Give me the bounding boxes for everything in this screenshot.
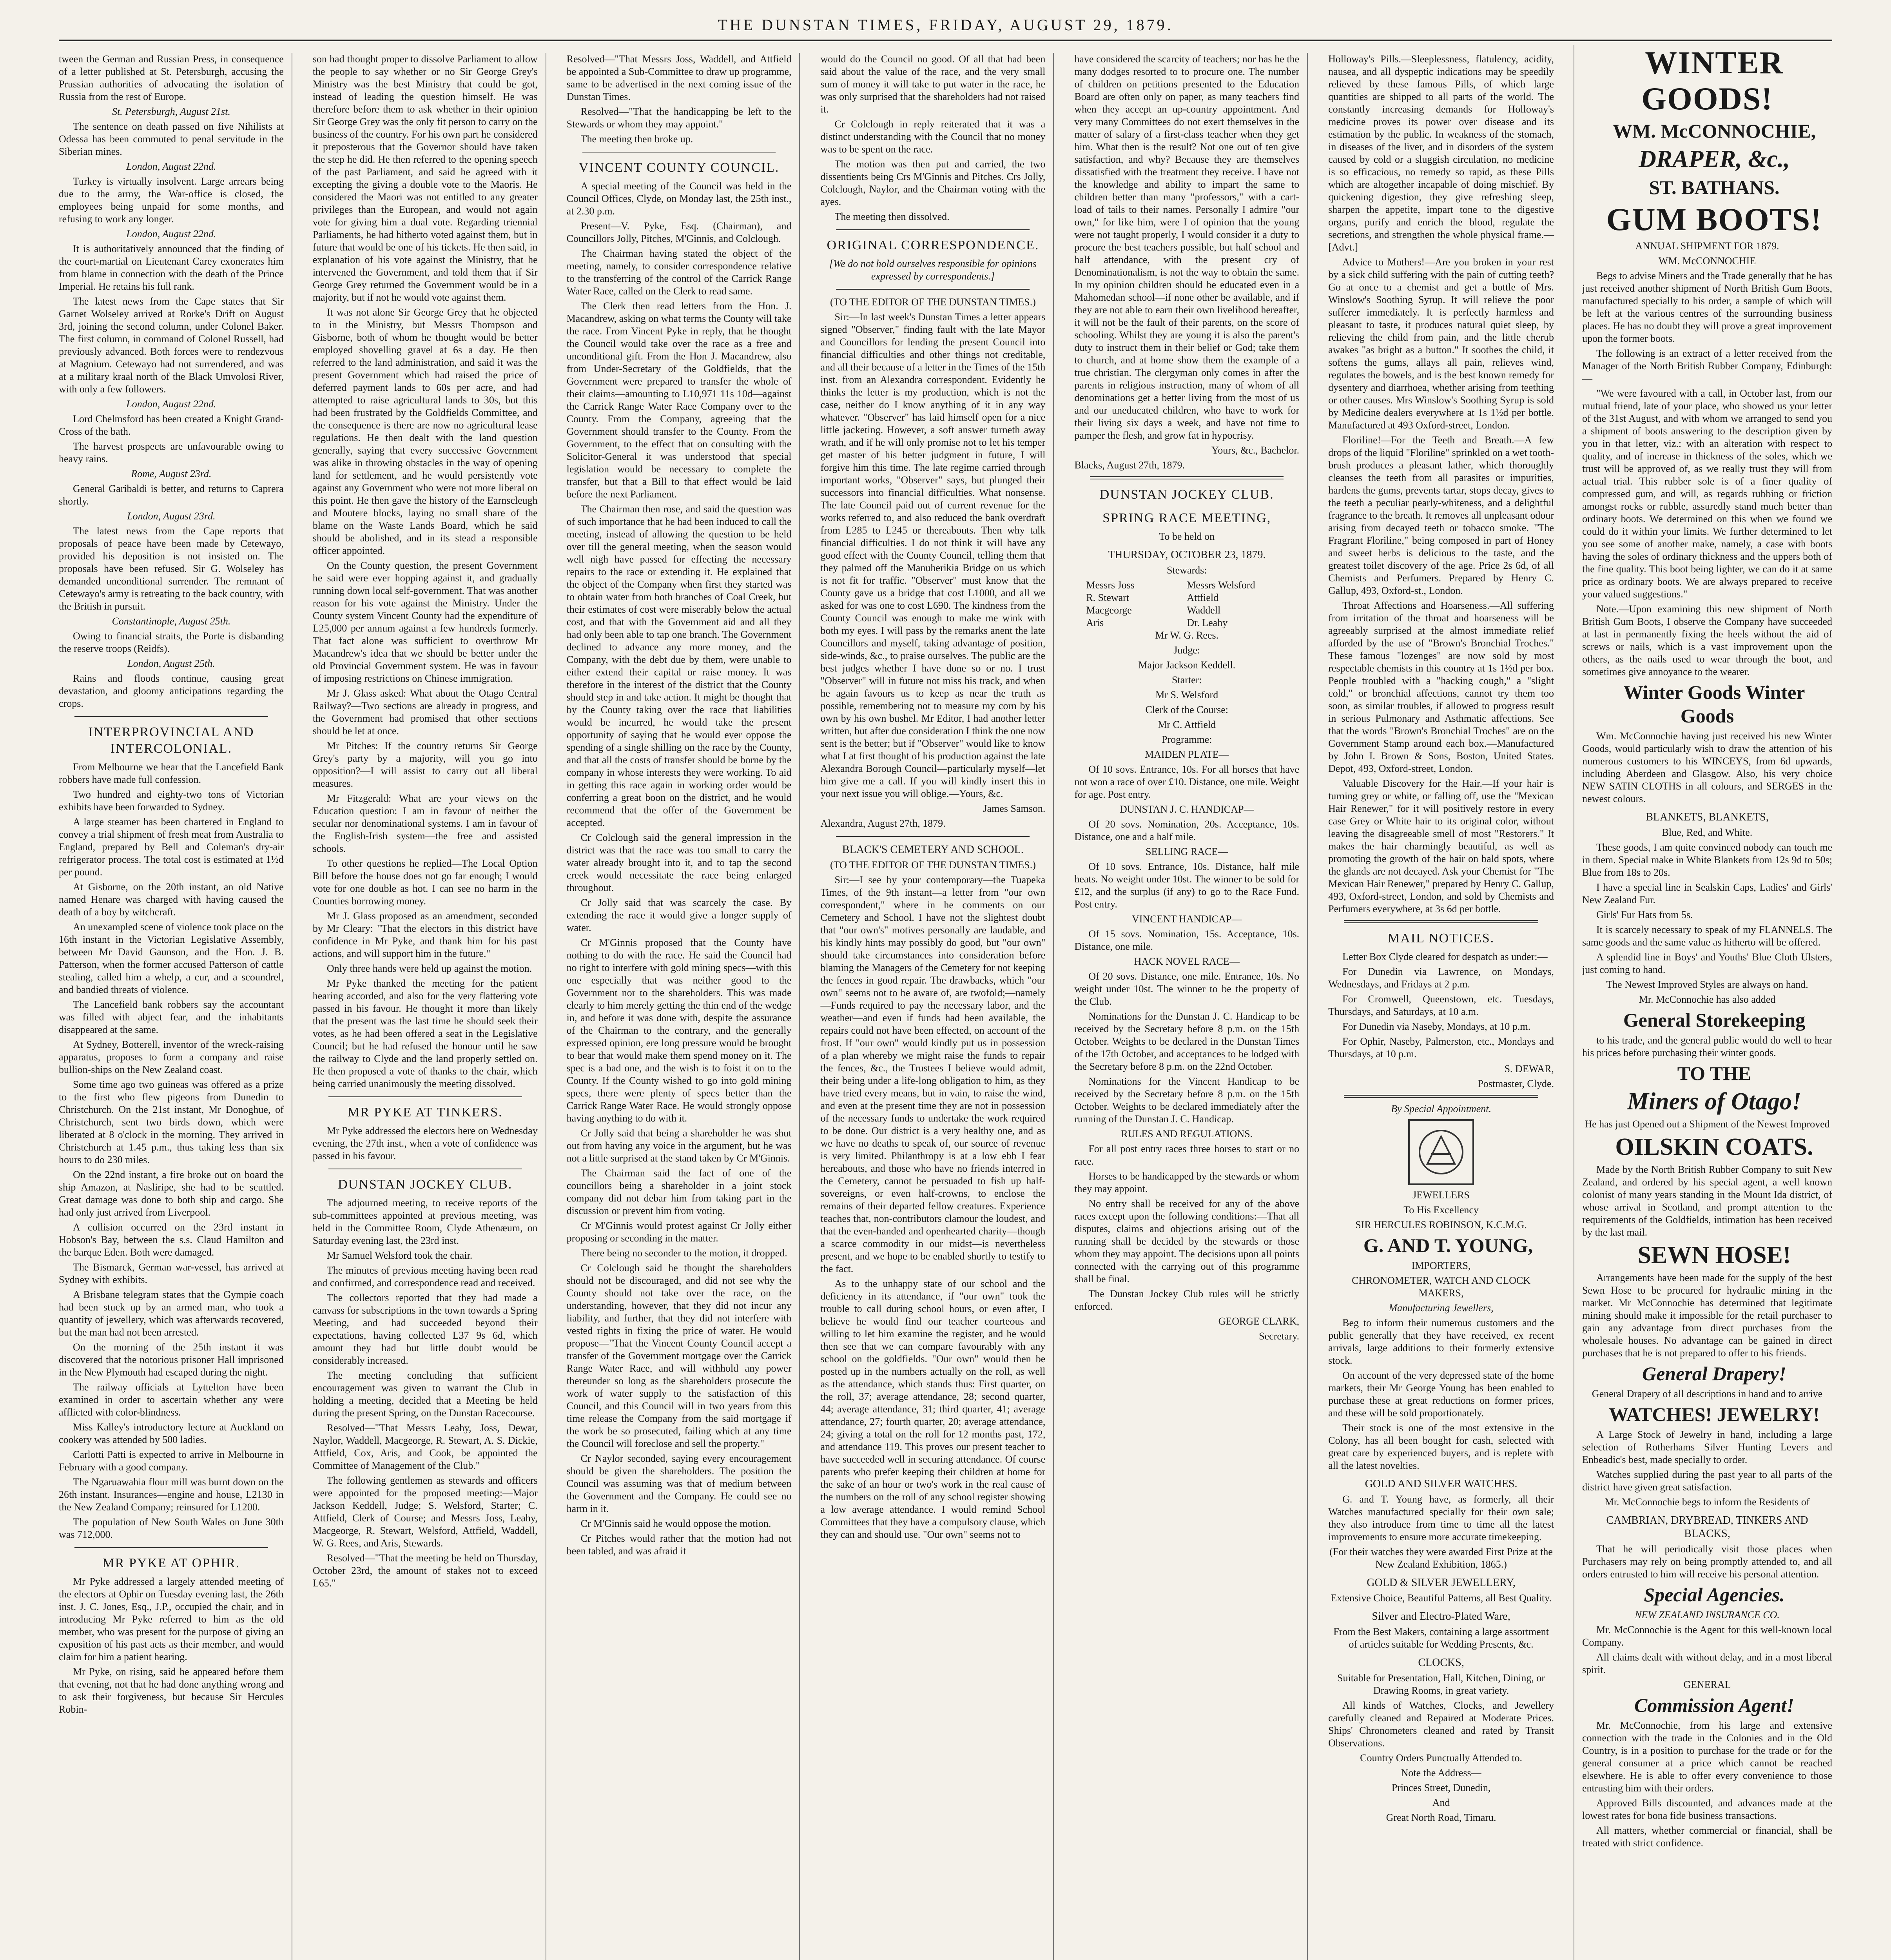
advert-paragraph: "We were favoured with a call, in October last, from our mutual friend, late of your place, who showed us your letter of the 31st August, and with whom we arranged to send you a shipment of boots answering to the description given by you in that letter, viz.: with an alteration with respect to quality, and of increase in thickness of the soles, which we trust will be approved of, as we really trust they will from actual trial. This rubber sole is of a finer quality of compressed gum, and will, as regards rubbing or friction amongst rocks or rubble, assuredly stand much better than ordinary boots. We determined on this when we found we could do it within your limits. We further determined to let you see some of another make, namely, a case with boots having the soles of ordinary thickness and the uppers both of the fine quality. This boot being lighter, we can do it at same price as ordinary boots. We are always prepared to receive your valued suggestions." — [1582, 388, 1832, 600]
article-paragraph: On the morning of the 25th instant it was discovered that the notorious prisoner Hall imprisoned in the New Plymouth had escaped during the night. — [59, 1341, 284, 1378]
article-paragraph: The adjourned meeting, to receive reports of the sub-committees appointed at previous meeting, was held in the Committee Room, Clyde Athenæum, on Saturday evening last, the 23rd inst. — [312, 1197, 538, 1246]
address-line: (TO THE EDITOR OF THE DUNSTAN TIMES.) — [830, 859, 1036, 871]
signature-title: Secretary. — [1259, 1330, 1300, 1342]
ad-subheading: Judge: — [1173, 644, 1200, 656]
article-paragraph: The latest news from the Cape states that Sir Garnet Wolseley arrived at Rorke's Drift on August 3rd, joining the second column, under Colonel Baker. The first column, in command of Colonel Russell, had previously advanced. Both forces were to rendezvous at Magnium. Cetewayo had not surrendered, and was at a military kraal north of the Black Umvolosi River, with only a few followers. — [59, 296, 284, 395]
ad-line: Blue, Red, and White. — [1662, 827, 1753, 838]
notice-paragraph: Letter Box Clyde cleared for despatch as under:— — [1342, 951, 1548, 962]
advert-paragraph: That he will periodically visit those places when Purchasers may rely on being promptly attended to, and all orders entrusted to him will receive his personal attention. — [1582, 1543, 1832, 1580]
ad-line: Princes Street, Dunedin, — [1391, 1782, 1491, 1793]
advert-paragraph: Mr. McConnochie begs to inform the Residents of — [1605, 1496, 1810, 1508]
article-paragraph: Mr J. Glass proposed as an amendment, seconded by Mr Cleary: "That the electors in this district have confidence in Mr Pyke, and thank him for his past actions, and will support him in the future." — [312, 910, 538, 959]
ad-date: THURSDAY, OCTOBER 23, 1879. — [1108, 549, 1266, 561]
article-paragraph: Cr M'Ginnis proposed that the County have nothing to do with the race. He said the Council had no right to interfere with gold mining specs—with this one especially that was neither good to the Government nor to the shareholders. This was made clearly to him merely getting the thin end of the wedge in, and before it was done with, despite the assurance of the Chairman to the contrary, and the generally expressed opinion, ere long pressure would be brought to bear that would make them spend money on it. The spec is a bad one, and the wish is to foist it on to the County. If the County wished to go into gold mining specs, there were plenty of specs better than the Carrick Range Water Race. He would strongly oppose having anything to do with it. — [566, 937, 792, 1124]
article-paragraph: The Chairman then rose, and said the question was of such importance that he had been induced to call the meeting, instead of allowing the question to be held over till the general meeting, when the season would well nigh have passed for effecting the necessary repairs to the race or extending it. He explained that the object of the Company when first they started was to obtain water from both branches of Coal Creek, but their estimates of cost were miserably below the actual cost, and that with the Government aid and all they had only been able to tap one branch. The Government declined to advance any more money, and the Company, with the debt due by them, were unable to either extend their capital or raise money. It was therefore in the interest of the district that the County should step in and take action. It might be thought that by the County taking over the race that liabilities would be incurred, he would take the present opportunity of saying that he would ever oppose the spending of a single shilling on the race by the County, and that all the costs of transfer should be borne by the company in whose interests they were working. To aid in getting this race again in working order would be conferring a great boon on the district, and he would recommend that the offer of the Government be accepted. — [566, 503, 792, 828]
section-heading: DUNSTAN JOCKEY CLUB. — [1099, 487, 1274, 502]
ad-subheading: GOLD AND SILVER WATCHES. — [1365, 1478, 1518, 1490]
steward-name: Aris — [1086, 617, 1104, 628]
advert-paragraph: Wm. McConnochie having just received his new Winter Goods, would particularly wish to draw the attention of his numerous customers to his WINCEYS, from 6d upwards, including Aberdeen and Glasgow. Also, his very choice NEW SATIN CLOTHS in all colours, and SERGES in the newest colours. — [1582, 730, 1832, 804]
article-paragraph: Two hundred and eighty-two tons of Victorian exhibits have been forwarded to Sydney. — [59, 789, 284, 813]
advert-paragraph: Arrangements have been made for the supply of the best Sewn Hose to be procured for hydraulic mining in the market. Mr McConnochie has determined that legitimate mining should make it impossible for the retail purchaser to gain any advantage from direct purchases from the wholesale houses. No advantage can be gained in direct purchases that he is not prepared to offer to his friends. — [1582, 1272, 1832, 1359]
article-paragraph: Owing to financial straits, the Porte is disbanding the reserve troops (Reidfs). — [59, 630, 284, 654]
article-paragraph: Some time ago two guineas was offered as a prize to the first who flew pigeons from Dunedin to Christchurch. On the 21st instant, Mr Donoghue, of Christchurch, sent two birds down, which were liberated at 8 o'clock in the morning. They arrived in Christchurch at 1.45 p.m., thus taking less than six hours to do 230 miles. — [59, 1079, 284, 1165]
ad-heading: TO THE — [1677, 1062, 1751, 1084]
advert-paragraph: From the Best Makers, containing a large assortment of articles suitable for Wedding Presents, &c. — [1333, 1626, 1549, 1650]
ad-heading: Winter Goods Winter Goods — [1623, 681, 1805, 727]
dateline: London, August 25th. — [127, 658, 215, 669]
article-paragraph: Cr M'Ginnis said he would oppose the motion. — [580, 1518, 771, 1529]
divider — [328, 1096, 522, 1097]
article-paragraph: Cr Naylor seconded, saying every encouragement should be given the shareholders. The position the Council was assuming was that of medium between the Government and the Company. He could see no harm in it. — [566, 1453, 792, 1514]
letter-paragraph: As to the unhappy state of our school and the deficiency in its attendance, if "our own" took the trouble to call during school hours, or even after, I believe he would find our teacher courteous and willing to let him examine the register, and he would then see that we can compare favourably with any school on the goldfields. "Our own" would then be posted up in the numbers actually on the roll, as well as the attendance, which stands thus: First quarter, on the roll, 37; average attendance, 28; second quarter, 44; average attendance, 31; third quarter, 41; average attendance, 27; fourth quarter, 20; average attendance, 24; giving a total on the roll for 12 months past, 172, and attendance 119. This proves our present teacher to have succeeded well in securing attendance. Of course parents who prefer keeping their children at home for the sake of an hour or two's work in the real cause of the numbers on the roll of any school register showing a low average attendance. I would remind School Committees that they have a compulsory clause, which they can and should use. "Our own" seems not to — [820, 1278, 1046, 1540]
ad-line: IMPORTERS, — [1411, 1260, 1471, 1271]
article-paragraph: The meeting then broke up. — [580, 133, 693, 145]
race-title: MAIDEN PLATE— — [1144, 749, 1229, 760]
ad-heading: GUM BOOTS! — [1606, 201, 1822, 237]
steward-name: Attfield — [1187, 592, 1219, 603]
dateline: London, August 22nd. — [126, 161, 216, 172]
ad-paragraph: Nominations for the Dunstan J. C. Handicap to be received by the Secretary before 8 p.m. on the 15th October. Weights to be declared in the Dunstan Times of the 17th October, and acceptances to be lodged with the Secretary before 8 p.m. on the 22nd October. — [1074, 1011, 1300, 1072]
ad-line: WM. McCONNOCHIE — [1658, 255, 1756, 267]
column-5 — [1074, 53, 1308, 1960]
article-paragraph: Resolved—"That Messrs Joss, Waddell, and Attfield be appointed a Sub-Committee to draw up programme, same to be advertised in the next coming issue of the Dunstan Times. — [566, 53, 792, 102]
article-paragraph: The motion was then put and carried, the two dissentients being Crs M'Ginnis and Pitches. Crs Jolly, Colclough, Naylor, and the Chairman voting with the ayes. — [820, 158, 1046, 207]
article-paragraph: A collision occurred on the 23rd instant in Hobson's Bay, between the s.s. Claud Hamilton and the barque Eden. Both were damaged. — [59, 1221, 284, 1258]
article-paragraph: The collectors reported that they had made a canvass for subscriptions in the town towards a Spring Meeting, and had succeeded beyond their expectations, having collected L37 9s 6d, which amount they had but little doubt would be considerably increased. — [312, 1292, 538, 1366]
article-paragraph: It is authoritatively announced that the finding of the court-martial on Lieutenant Carey exonerates him from blame in connection with the death of the Prince Imperial. He retains his full rank. — [59, 243, 284, 292]
ad-line: GENERAL — [1683, 1679, 1731, 1690]
letter-dateline: Alexandra, August 27th, 1879. — [820, 818, 946, 829]
section-heading: MR PYKE AT TINKERS. — [347, 1105, 503, 1120]
ad-subheading: CLOCKS, — [1418, 1657, 1464, 1669]
steward-name: Waddell — [1187, 604, 1221, 616]
article-paragraph: Mr Pyke addressed a largely attended meeting of the electors at Ophir on Tuesday evening last, the 26th inst. J. C. Jones, Esq., J.P., occupied the chair, and in introducing Mr Pyke referred to him as the old member, who was present for the purpose of giving an exposition of his past acts as their member, and would claim for him a patient hearing. — [59, 1576, 284, 1662]
article-paragraph: The latest news from the Cape reports that proposals of peace have been made by Cetewayo, provided his deposition is not insisted on. The proposals have been refused. Sir G. Wolseley has demanded unconditional surrender. The remnant of Cetewayo's army is retreating to the back country, with the British in pursuit. — [59, 525, 284, 612]
ad-heading: G. AND T. YOUNG, — [1363, 1234, 1533, 1256]
signature-title: Postmaster, Clyde. — [1478, 1078, 1554, 1089]
ad-line: Great North Road, Timaru. — [1386, 1812, 1496, 1823]
ad-heading: WATCHES! JEWELRY! — [1609, 1403, 1820, 1425]
article-paragraph: Cr Pitches would rather that the motion had not been tabled, and was afraid it — [566, 1533, 792, 1557]
advert-paragraph: Throat Affections and Hoarseness.—All suffering from irritation of the throat and hoarseness will be agreeably surprised at the almost immediate relief afforded by the use of "Brown's Bronchial Troches." These famous "lozenges" are now sold by most respectable chemists in this country at 1s 1½d per box. People troubled with a "hacking cough," a "slight cold," or bronchial affections, cannot try them too soon, as similar troubles, if allowed to progress result in serious Pulmonary and Asthmatic affections. See that the words "Brown's Bronchial Troches" are on the Government Stamp around each box.—Manufactured by John I. Brown & Sons, Boston, United States. Depot, 493, Oxford-street, London. — [1328, 600, 1554, 774]
ad-line: Note the Address— — [1401, 1767, 1481, 1779]
article-paragraph: Mr Samuel Welsford took the chair. — [326, 1250, 473, 1261]
ad-heading: SPRING RACE MEETING, — [1102, 511, 1271, 525]
ad-heading: Miners of Otago! — [1627, 1088, 1802, 1115]
article-paragraph: To other questions he replied—The Local Option Bill before the house does not go far enough; I would vote for one double as hot. I can see no harm in the Counties borrowing money. — [312, 858, 538, 907]
ad-subheading: BLANKETS, BLANKETS, — [1646, 811, 1769, 823]
letter-paragraph: have considered the scarcity of teachers; nor has he the many dodges resorted to to procure one. The number of children on petitions presented to the Education Board are often only on paper, as many teachers find when they accept an up-country appointment. And very many Committees do not exert themselves in the matter of salary of a first-class teacher when they get him. What then is the result? Not one out of ten give satisfaction, and why? Because they are themselves dissatisfied with the treatment they receive. I have not the knowledge and ability to impart the same to children better than many "professors," with a cart-load of tails to their names. Personally I admire "our own," for like him, were I of opinion that the young were not taught properly, I would consider it a duty to procure the best teachers possible, but half school and half attendance, with the present cry of Denominationalism, is not the way to obtain the same. In my opinion children should be educated even in a Mahomedan school—if none other be available, and if they are not able to earn their own livelihood hereafter, it will not be the fault of their parents, on the score of schooling. Whilst they are young it is also the parent's duty to instruct them in their belief or God; take them to church, and at home show them the example of a true christian. The clergyman only comes in after the parents in religious instruction, many of whom of all denominations get a better living from the most of us and our uneducated children, who have to work for their living six days a week, and have not time to pamper the flesh, and grow fat in hypocrisy. — [1074, 53, 1300, 441]
dateline: London, August 22nd. — [126, 228, 216, 240]
ad-subheading: RULES AND REGULATIONS. — [1121, 1128, 1253, 1140]
advert-paragraph: Valuable Discovery for the Hair.—If your hair is turning grey or white, or falling off, use the "Mexican Hair Renewer," for it will positively restore in every case Grey or White hair to its original color, without leaving the disagreeable smell of most "Restorers." It makes the hair charmingly beautiful, as well as promoting the growth of the hair on bald spots, where the glands are not decayed. Ask your Chemist for "The Mexican Hair Renewer," prepared by Henry C. Gallup, 493, Oxford-street, London, and sold by Chemists and Perfumers everywhere, at 3s 6d per bottle. — [1328, 778, 1554, 915]
advert-paragraph: He has just Opened out a Shipment of the Newest Improved — [1585, 1118, 1830, 1130]
steward-name: Messrs Welsford — [1187, 579, 1255, 591]
article-paragraph: tween the German and Russian Press, in consequence of a letter published at St. Petersburgh, accusing the Prussian authorities of advocating the isolation of Russia from the rest of Europe. — [59, 53, 284, 102]
advert-paragraph: Extensive Choice, Beautiful Patterns, all Best Quality. — [1331, 1592, 1552, 1604]
dateline: London, August 23rd. — [127, 510, 216, 522]
section-heading: INTERPROVINCIAL AND INTERCOLONIAL. — [88, 725, 254, 756]
section-heading: ORIGINAL CORRESPONDENCE. — [827, 238, 1039, 252]
notice-paragraph: For Ophir, Naseby, Palmerston, etc., Mondays and Thursdays, at 10 p.m. — [1328, 1036, 1554, 1060]
advert-paragraph: Approved Bills discounted, and advances made at the lowest rates for bona fide business transactions. — [1582, 1797, 1832, 1821]
article-paragraph: The Clerk then read letters from the Hon. J. Macandrew, asking on what terms the County will take the race. From Vincent Pyke in reply, that he thought the Council would take over the race as a free and unconditional gift. From the Hon J. Macandrew, also from Under-Secretary of the Goldfields, that the Government were prepared to transfer the whole of their claims—amounting to L10,971 11s 10d—against the Carrick Range Water Race Company over to the County. From the Company, agreeing that the Government should transfer to the County. From the Government, to the effect that on consulting with the Solicitor-General it was understood that special legislation would be necessary to complete the transfer, but that a Bill to that effect would be laid before the next Parliament. — [566, 300, 792, 500]
column-1 — [59, 53, 292, 1960]
ad-subheading: Stewards: — [1166, 564, 1207, 576]
advert-paragraph: Floriline!—For the Teeth and Breath.—A few drops of the liquid "Floriline" sprinkled on a wet tooth-brush produces a pleasant lather, which thoroughly cleanses the teeth from all parasites or impurities, hardens the gums, prevents tartar, stops decay, gives to the teeth a peculiar pearly-whiteness, and a delightful fragrance to the breath. It removes all unpleasant odour arising from decayed teeth or tobacco smoke. "The Fragrant Floriline," being composed in part of Honey and sweet herbs is delicious to the taste, and the greatest toilet discovery of the age. Price 2s 6d, of all Chemists and Perfumers. Prepared by Henry C. Gallup, 493, Oxford-st., London. — [1328, 434, 1554, 596]
advert-paragraph: Beg to inform their numerous customers and the public generally that they have received, ex recent arrivals, large additions to their formerly extensive stock. — [1328, 1317, 1554, 1366]
dateline: Rome, August 23rd. — [131, 468, 212, 479]
article-paragraph: Present—V. Pyke, Esq. (Chairman), and Councillors Jolly, Pitches, M'Ginnis, and Colclough. — [566, 220, 792, 244]
article-paragraph: Resolved—"That the meeting be held on Thursday, October 23rd, the amount of stakes not to exceed L65." — [312, 1552, 538, 1589]
ad-line: NEW ZEALAND INSURANCE CO. — [1635, 1609, 1780, 1621]
advert-paragraph: Mr. McConnochie has also added — [1639, 994, 1776, 1005]
article-paragraph: Mr Pitches: If the country returns Sir George Grey's party by a majority, will you go into opposition?—I will assist to carry out all liberal measures. — [312, 740, 538, 789]
article-paragraph: A large steamer has been chartered in England to convey a trial shipment of fresh meat from Australia to England, prepared by Bell and Coleman's dry-air refrigerator process. The total cost is estimated at 1½d per pound. — [59, 816, 284, 878]
divider — [836, 836, 1030, 837]
letter-paragraph: Sir:—In last week's Dunstan Times a letter appears signed "Observer," finding fault with the late Mayor and Councillors for lending the present Council into financial difficulties and other things not creditable, and all their because of a letter in the Times of the 15th inst. from an Alexandra correspondent. Evidently he thinks the letter is my production, which is not the case, neither do I know anything of it in any way whatever. "Observer" has laid himself open for a nice little jacketing. However, a soft answer turneth away wrath, and if he will only promise not to let his temper get master of his better judgment in future, I will forgive him this time. The late regime carried through important works, "Observer" says, but plunged their successors into financial difficulties. What nonsense. The late Council paid out of current revenue for the works referred to, and also reduced the bank overdraft from L285 to L245 or thereabouts. Then why talk financial difficulties. I do not think it will have any good effect with the County Council, telling them that they palmed off the Manuherikia Bridge on us which is not fit for traffic. "Observer" must know that the County gave us a bridge that cost L1000, and all we asked for was one to cost L690. The kindness from the County Council was enough to make me wink with both my eyes. I will pass by the remarks anent the late Councillors and myself, taking advantage of position, side-winds, &c., to praise ourselves. The public are the best judges whether I have done so or no. I trust "Observer" will in future not miss his track, and when he again favours us to keep as near the truth as possible, remembering not to measure my corn by his own by his own bushel. Mr Editor, I had another letter written, but after due consideration I think the one now sent is the better; but if "Observer" would like to know what I at first thought of his production against the late Alexandra Borough Council—particularly myself—let him give me a call. If you will kindly insert this in your next issue you will oblige.—Yours, &c. — [820, 311, 1046, 799]
ad-heading: General Storekeeping — [1623, 1009, 1806, 1031]
column-6 — [1328, 53, 1562, 1960]
notice-paragraph: For Dunedin via Naseby, Mondays, at 10 p.m. — [1342, 1021, 1531, 1032]
steward-name: Macgeorge — [1086, 604, 1132, 616]
ad-subheading: Silver and Electro-Plated Ware, — [1372, 1610, 1510, 1622]
ad-subheading: GOLD & SILVER JEWELLERY, — [1367, 1577, 1516, 1589]
column-2 — [313, 53, 546, 1960]
ad-heading: WINTER GOODS! — [1641, 45, 1784, 116]
divider — [1344, 920, 1538, 923]
ad-heading: WM. McCONNOCHIE, — [1613, 120, 1816, 142]
advert-paragraph: A splendid line in Boys' and Youths' Blue Cloth Ulsters, just coming to hand. — [1582, 951, 1832, 975]
article-paragraph: Cr Colclough said the general impression in the district was that the race was too small to carry the water already brought into it, and to tap the second creek would necessitate the race being enlarged throughout. — [566, 832, 792, 893]
article-paragraph: A special meeting of the Council was held in the Council Offices, Clyde, on Monday last, the 25th inst., at 2.30 p.m. — [566, 180, 792, 217]
divider — [74, 716, 268, 717]
article-paragraph: The meeting then dissolved. — [834, 211, 950, 222]
article-paragraph: A Brisbane telegram states that the Gympie coach had been stuck up by an armed man, who took a quantity of jewellery, which was afterwards recovered, but the man had not been arrested. — [59, 1289, 284, 1338]
article-paragraph: On the 22nd instant, a fire broke out on board the ship Amazon, at Nasliripe, she had to be scuttled. Great damage was done to both ship and cargo. She had only just arrived from Liverpool. — [59, 1169, 284, 1218]
advert-paragraph: The Newest Improved Styles are always on hand. — [1606, 979, 1808, 990]
article-paragraph: An unexampled scene of violence took place on the 16th instant in the Victorian Legislative Assembly, between Mr David Gaunson, and the Hon. J. B. Patterson, when the former accused Patterson of cattle stealing, called him a whelp, a cur, and a scoundrel, and bandied threats of violence. — [59, 921, 284, 995]
column-4 — [820, 53, 1054, 1960]
ad-paragraph: Nominations for the Vincent Handicap to be received by the Secretary before 8 p.m. on the 15th October. Weights to be declared immediately after the running of the Dunstan J. C. Handicap. — [1074, 1076, 1300, 1125]
ad-heading: Commission Agent! — [1634, 1694, 1794, 1716]
signature: S. DEWAR, — [1504, 1063, 1554, 1074]
article-paragraph: Miss Kalley's introductory lecture at Auckland on cookery was attended by 500 ladies. — [59, 1421, 284, 1445]
advert-paragraph: On account of the very depressed state of the home markets, their Mr George Young has been enabled to purchase these at great reductions on former prices, and these will be sold proportionately. — [1328, 1370, 1554, 1419]
article-paragraph: The Lancefield bank robbers say the accountant was filled with abject fear, and the inhabitants disappeared at the same. — [59, 999, 284, 1035]
letter-paragraph: Sir:—I see by your contemporary—the Tuapeka Times, of the 9th instant—a letter from "our own correspondent," where in he comments on our Cemetery and School. I have not the slightest doubt that "our own's" motives personally are laudable, and his kindly hints may possibly do good, but "our own" should take circumstances into consideration before blaming the Managers of the Cemetery for not keeping the fences in good repair. The drawbacks, which "our own" seems not to be aware of, are twofold;—namely—Funds required to pay the necessary labor, and the weather—and even if funds had been available, the repairs could not have been effected, on account of the frost. If "our own" would kindly put us in possession of a plan whereby we might raise the funds to repair the fences, &c., the Trustees I believe would admit, their being under a life-long obligation to him, as they have tried every means, but in vain, to raise the wind, and even at the present time they are not in possession of the necessary funds to undertake the work required to be done. Our district is a very healthy one, and as we have no deaths to speak of, our source of revenue is very limited. Philanthropy is at a low ebb I fear hereabouts, and those who have no friends interred in the Cemetery, cannot be persuaded to fish up half-sovereigns, or even half-crowns, to enclose the remains of their departed fellow creatures. Experience teaches that, non-contributors clamour the loudest, and that the even-handed and openhearted charity—though a scarce commodity in our midst—is nevertheless present, and we hope to be enabled shortly to testify to the fact. — [820, 874, 1046, 1274]
article-paragraph: At Sydney, Botterell, inventor of the wreck-raising apparatus, proposes to form a company and raise bullion-ships on the New Zealand coast. — [59, 1039, 284, 1075]
ad-line: By Special Appointment. — [1391, 1103, 1491, 1114]
ad-line: SIR HERCULES ROBINSON, K.C.M.G. — [1355, 1219, 1527, 1230]
article-paragraph: At Gisborne, on the 20th instant, an old Native named Henare was charged with having caused the death of a boy by witchcraft. — [59, 881, 284, 918]
advert-paragraph: Watches supplied during the past year to all parts of the district have given great satisfaction. — [1582, 1469, 1832, 1493]
article-paragraph: There being no seconder to the motion, it dropped. — [580, 1247, 787, 1259]
advert-paragraph: The following is an extract of a letter received from the Manager of the North British Rubber Company, Edinburgh:— — [1582, 348, 1832, 384]
article-paragraph: The Bismarck, German war-vessel, has arrived at Sydney with exhibits. — [59, 1261, 284, 1285]
race-title: VINCENT HANDICAP— — [1132, 913, 1242, 925]
article-paragraph: Rains and floods continue, causing great devastation, and gloomy anticipations regarding the crops. — [59, 673, 284, 709]
divider — [1344, 1095, 1538, 1098]
column-7 — [1574, 45, 1832, 1960]
advert-paragraph: Mr. McConnochie, from his large and extensive connection with the trade in the Colonies and in the Old Country, is in a position to purchase for the trade or for the general consumer at a price which cannot be reached elsewhere. He is able to offer every convenience to those entrusting him with their orders. — [1582, 1720, 1832, 1794]
ad-heading: ST. BATHANS. — [1649, 176, 1780, 198]
crest-icon — [1416, 1127, 1467, 1178]
race-title: SELLING RACE— — [1146, 846, 1228, 857]
article-paragraph: Cr Colclough in reply reiterated that it was a distinct understanding with the Council that no money was to be spent on the race. — [820, 118, 1046, 155]
advert-paragraph: I have a special line in Sealskin Caps, Ladies' and Girls' New Zealand Fur. — [1582, 882, 1832, 906]
steward-name: Dr. Leahy — [1187, 617, 1228, 628]
article-paragraph: On the County question, the present Government he said were ever hopping against it, and gradually running down local self-government. That was another reason for his vote against the Ministry. Under the County system Vincent County had the expenditure of L25,000 per annum against a few hundreds formerly. That fact alone was sufficient to overthrow Mr Macandrew's idea that we should be better under the old Provincial Government system. He was in favour of imposing restrictions on Chinese immigration. — [312, 560, 538, 684]
divider — [1090, 476, 1284, 479]
article-paragraph: Cr Jolly said that was scarcely the case. By extending the race it would give a longer supply of water. — [566, 897, 792, 933]
steward-name: R. Stewart — [1086, 592, 1130, 603]
ad-line: Manufacturing Jewellers, — [1389, 1302, 1494, 1314]
article-paragraph: Mr Fitzgerald: What are your views on the Education question: I am in favour of neither the secular nor denominational systems. I am in favour of the English-Irish system—the free and assisted schools. — [312, 793, 538, 854]
divider — [836, 289, 1030, 290]
article-paragraph: Resolved—"That the handicapping be left to the Stewards or whom they may appoint." — [566, 106, 792, 130]
editorial-note: [We do not hold ourselves responsible for opinions expressed by correspondents.] — [829, 258, 1037, 282]
article-paragraph: The Ngaruawahia flour mill was burnt down on the 26th instant. Insurances—engine and house, L2130 in the New Zealand Company; reinsured for L1200. — [59, 1476, 284, 1513]
race-details: Of 20 sovs. Nomination, 20s. Acceptance, 10s. Distance, one and a half mile. — [1074, 818, 1300, 842]
steward-name: Mr W. G. Rees. — [1155, 630, 1219, 641]
article-paragraph: From Melbourne we hear that the Lancefield Bank robbers have made full confession. — [59, 761, 284, 785]
signature: James Samson. — [983, 803, 1046, 814]
article-paragraph: Cr M'Ginnis would protest against Cr Jolly either proposing or seconding in the matter. — [566, 1220, 792, 1244]
stewards-list — [1074, 579, 1299, 629]
race-details: Of 15 sovs. Nomination, 15s. Acceptance, 10s. Distance, one mile. — [1074, 928, 1300, 952]
advert-paragraph: All matters, whether commercial or financial, shall be treated with strict confidence. — [1582, 1825, 1832, 1849]
ad-heading: OILSKIN COATS. — [1615, 1134, 1813, 1160]
article-paragraph: The Chairman having stated the object of the meeting, namely, to consider correspondence relative to the transferring of the control of the Carrick Range Water Race, called on the Clerk to read same. — [566, 248, 792, 297]
article-paragraph: Lord Chelmsford has been created a Knight Grand-Cross of the bath. — [59, 413, 284, 437]
article-paragraph: The meeting concluding that sufficient encouragement was given to warrant the Club in holding a meeting, decided that a Meeting be held during the present Spring, on the Dunstan Racecourse. — [312, 1370, 538, 1419]
letter-heading: BLACK'S CEMETERY AND SCHOOL. — [842, 844, 1024, 856]
column-3 — [567, 53, 800, 1960]
ad-line: To be held on — [1159, 531, 1215, 542]
advert-paragraph: Advice to Mothers!—Are you broken in your rest by a sick child suffering with the pain of cutting teeth? Go at once to a chemist and get a bottle of Mrs. Winslow's Soothing Syrup. It will relieve the poor sufferer immediately. It is perfectly harmless and pleasant to taste, it produces natural quiet sleep, by relieving the child from pain, and the little cherub awakes "as bright as a button." It soothes the child, it softens the gums, allays all pain, relieves wind, regulates the bowels, and is the best known remedy for dysentery and diarrhoea, whether arising from teething or other causes. Mrs Winslow's Soothing Syrup is sold by Medicine dealers everywhere at 1s 1½d per bottle. Manufactured at 493 Oxford-street, London. — [1328, 256, 1554, 431]
signature: Yours, &c., Bachelor. — [1211, 445, 1300, 456]
ad-paragraph: Horses to be handicapped by the stewards or whom they may appoint. — [1074, 1171, 1300, 1194]
advert-paragraph: All kinds of Watches, Clocks, and Jewellery carefully cleaned and Repaired at Moderate Prices. Ships' Chronometers cleaned and rated by Transit Observations. — [1328, 1700, 1554, 1749]
article-paragraph: Cr Jolly said that being a shareholder he was shut out from having any voice in the argument, but he was not a little surprised at the stand taken by Cr M'Ginnis. — [566, 1127, 792, 1164]
race-details: Of 20 sovs. Distance, one mile. Entrance, 10s. No weight under 10st. The winner to be the property of the Club. — [1074, 971, 1300, 1007]
race-details: Of 10 sovs. Entrance, 10s. Distance, half mile heats. No weight under 10st. The winner to be sold for £12, and the surplus (if any) to go to the Race Fund. Post entry. — [1074, 861, 1300, 910]
ad-heading: DRAPER, &c., — [1639, 146, 1790, 172]
article-paragraph: The harvest prospects are unfavourable owing to heavy rains. — [59, 441, 284, 465]
article-paragraph: The Chairman said the fact of one of the councillors being a shareholder in a joint stock company did not debar him from taking part in the discussion or prevent him from voting. — [566, 1167, 792, 1216]
advert-paragraph: It is scarcely necessary to speak of my FLANNELS. The same goods and the same value as hitherto will be offered. — [1582, 924, 1832, 948]
ad-paragraph: For all post entry races three horses to start or no race. — [1074, 1143, 1300, 1167]
article-paragraph: son had thought proper to dissolve Parliament to allow the people to say whether or no Sir George Grey's Ministry was the best Ministry that could be got, instead of leading the question himself. He was therefore before them to ask whether in their opinion Sir George Grey was the only fit person to carry on the business of the country. For his own part he considered it preposterous that the Governor should have taken the step he did. He then referred to the opening speech of the past Parliament, and said he agreed with it excepting the giving a double vote to the Maoris. He considered the Maori was not entitled to any greater privileges than the European, and would not again vote for giving him a dual vote. Regarding triennial Parliaments, he had hitherto voted against them, but in future that would be one of his tickets. He then said, in explanation of his vote against the Ministry, that he intervened the Government, and told them that if Sir George Grey returned the Government would be in a majority, but if not he would vote against them. — [312, 53, 538, 303]
article-paragraph: Mr Pyke addressed the electors here on Wednesday evening, the 27th inst., when a vote of confidence was passed in his favour. — [312, 1125, 538, 1161]
article-paragraph: Mr J. Glass asked: What about the Otago Central Railway?—Two sections are already in progress, and the Government had promised that other sections should be let at once. — [312, 688, 538, 737]
dateline: St. Petersburgh, August 21st. — [112, 106, 230, 117]
advert-paragraph: Begs to advise Miners and the Trade generally that he has just received another shipment of North British Gum Boots, manufactured specially to his order, a sample of which will be left at the various centres of the surrounding business places. He has no doubt they will prove a great improvement upon the former boots. — [1582, 270, 1832, 344]
article-paragraph: Carlotti Patti is expected to arrive in Melbourne in February with a good company. — [59, 1449, 284, 1473]
article-paragraph: The population of New South Wales on June 30th was 712,000. — [59, 1516, 284, 1540]
ad-line: And — [1432, 1797, 1450, 1808]
advert-paragraph: Suitable for Presentation, Hall, Kitchen, Dining, or Drawing Rooms, in great variety. — [1337, 1672, 1545, 1696]
advert-paragraph: G. and T. Young have, as formerly, all their Watches manufactured specially for their own sale; they also introduce from time to time all the latest improvements to ensure more accurate timekeeping. — [1328, 1494, 1554, 1543]
article-paragraph: General Garibaldi is better, and returns to Caprera shortly. — [59, 483, 284, 507]
ad-subheading: Clerk of the Course: — [1145, 704, 1229, 715]
royal-arms-emblem — [1408, 1119, 1474, 1185]
advert-paragraph: A Large Stock of Jewelry in hand, including a large selection of Rotherhams Silver Hunting Levers and Enbeadic's best, made specially to order. — [1582, 1429, 1832, 1465]
signature: GEORGE CLARK, — [1218, 1316, 1300, 1327]
ad-subheading: Starter: — [1171, 674, 1202, 686]
ad-heading: Special Agencies. — [1644, 1584, 1785, 1606]
dateline: Constantinople, August 25th. — [112, 615, 231, 627]
ad-heading: General Drapery! — [1642, 1363, 1787, 1385]
race-title: DUNSTAN J. C. HANDICAP— — [1120, 804, 1254, 815]
ad-line: JEWELLERS — [1412, 1189, 1470, 1201]
ad-subheading: CAMBRIAN, DRYBREAD, TINKERS AND BLACKS, — [1606, 1514, 1808, 1540]
advert-paragraph: (For their watches they were awarded First Prize at the New Zealand Exhibition, 1865.) — [1329, 1546, 1553, 1570]
ad-heading: SEWN HOSE! — [1637, 1242, 1791, 1269]
notice-paragraph: For Cromwell, Queenstown, etc. Tuesdays, Thursdays, and Saturdays, at 10 a.m. — [1328, 993, 1554, 1017]
race-details: Of 10 sovs. Entrance, 10s. For all horses that have not won a race of over £10. Distance, one mile. Weight for age. Post entry. — [1074, 764, 1300, 800]
advert-paragraph: Mr. McConnochie is the Agent for this well-known local Company. — [1582, 1624, 1832, 1648]
advert-paragraph: Country Orders Punctually Attended to. — [1360, 1752, 1522, 1764]
ad-paragraph: The Dunstan Jockey Club rules will be strictly enforced. — [1074, 1288, 1300, 1312]
article-paragraph: It was not alone Sir George Grey that he objected to in the Ministry, but Messrs Thompson and Gisborne, both of whom he thought would be better employed shovelling gravel at 6s a day. He then referred to the land administration, and said it was the present Government which had raised the price of deferred payment lands to 60s per acre, and had attempted to raise agricultural lands to 30s, but this had been frustrated by the Goldfields Committee, and the consequence is there are now no agricultural lease regulations. He then dealt with the land question generally, saying that every successive Government was alike in throwing obstacles in the way of opening land for settlement, and he would persistently vote against any Government who were not more liberal on this point. He then gave the history of the Earnscleugh and Moutere blocks, laying no small share of the blame on the Waste Lands Board, which he said should be abolished, and in its stead a responsible officer appointed. — [312, 307, 538, 556]
article-paragraph: Turkey is virtually insolvent. Large arrears being due to the army, the War-office is closed, the employees being unpaid for some months, and refusing to work any longer. — [59, 176, 284, 225]
article-paragraph: The minutes of previous meeting having been read and confirmed, and correspondence read and received. — [312, 1265, 538, 1289]
masthead: THE DUNSTAN TIMES, FRIDAY, AUGUST 29, 1879. — [59, 16, 1832, 41]
article-paragraph: The following gentlemen as stewards and officers were appointed for the proposed meeting:—Major Jackson Keddell, Judge; S. Welsford, Starter; C. Attfield, Clerk of Course; and Messrs Joss, Leahy, Macgeorge, R. Stewart, Welsford, Attfield, Waddell, W. G. Rees, and Aris, Stewards. — [312, 1475, 538, 1549]
address-line: (TO THE EDITOR OF THE DUNSTAN TIMES.) — [830, 296, 1036, 308]
ad-line: CHRONOMETER, WATCH AND CLOCK MAKERS, — [1352, 1275, 1531, 1299]
race-title: HACK NOVEL RACE— — [1134, 956, 1240, 967]
ad-line: Major Jackson Keddell. — [1138, 659, 1236, 671]
article-paragraph: Mr Pyke thanked the meeting for the patient hearing accorded, and also for the very flattering vote passed in his favour. He thought it more than likely that the present was the last time he should seek their votes, as he had been offered a seat in the Legislative Council; but he had refused the honour until he saw the railway to Clyde and the land properly settled on. He then proposed a vote of thanks to the chair, which being carried unanimously the meeting dissolved. — [312, 978, 538, 1089]
advert-paragraph: All claims dealt with without delay, and in a most liberal spirit. — [1582, 1651, 1832, 1675]
section-heading: MAIL NOTICES. — [1387, 931, 1495, 946]
ad-subheading: Programme: — [1161, 734, 1212, 745]
columns — [59, 53, 1562, 1960]
article-paragraph: would do the Council no good. Of all that had been said about the value of the race, and the very small sum of money it will take to put water in the race, he was only surprised that the shareholders had not raised it. — [820, 53, 1046, 115]
section-heading: DUNSTAN JOCKEY CLUB. — [338, 1177, 513, 1192]
ad-line: Mr S. Welsford — [1155, 689, 1218, 701]
article-paragraph: Mr Pyke, on rising, said he appeared before them that evening, not that he had done anything wrong and to ask their forgiveness, but because Sir Hercules Robin- — [59, 1666, 284, 1715]
advert-paragraph: Their stock is one of the most extensive in the Colony, has all been bought for cash, selected with great care by experienced buyers, and is replete with all the latest novelties. — [1328, 1422, 1554, 1471]
advert-paragraph: Girls' Fur Hats from 5s. — [1596, 909, 1693, 920]
divider — [836, 229, 1030, 230]
advert-paragraph: Note.—Upon examining this new shipment of North British Gum Boots, I observe the Company have succeeded at last in permanently fixing the heels without the aid of screws or nails, which is a vast improvement upon the others, as the nails used to wear through the boot, and sometimes give annoyance to the wearer. — [1582, 603, 1832, 677]
advert-paragraph: Made by the North British Rubber Company to suit New Zealand, and ordered by his special agent, a well known colonist of many years standing in the Mount Ida district, of whose arrival in Scotland, and prompt attention to the requirements of the Goldfields, intimation has been received by the last mail. — [1582, 1164, 1832, 1238]
steward-name: Messrs Joss — [1086, 579, 1135, 591]
section-heading: VINCENT COUNTY COUNCIL. — [578, 160, 780, 175]
ad-line: To His Excellency — [1403, 1204, 1479, 1216]
dateline: London, August 22nd. — [126, 398, 216, 410]
advert-paragraph: General Drapery of all descriptions in hand and to arrive — [1592, 1388, 1823, 1399]
advert-paragraph: Holloway's Pills.—Sleeplessness, flatulency, acidity, nausea, and all dyspeptic indications may be speedily relieved by these famous Pills, of which large quantities are shipped to all parts of the world. The constantly increasing demands for Holloway's medicine proves its power over disease and its estimation by the public. In weakness of the stomach, in diseases of the liver, and in disorders of the system caused by cold or a sluggish circulation, no medicine is so efficacious, no remedy so rapid, as these Pills which are altogether incapable of doing mischief. By quickening digestion, they give refreshing sleep, sharpen the appetite, impart tone to the digestive organs, purify and enrich the blood, regulate the secretions, and strengthen the whole physical frame.—[Advt.] — [1328, 53, 1554, 253]
notice-paragraph: For Dunedin via Lawrence, on Mondays, Wednesdays, and Fridays at 2 p.m. — [1328, 966, 1554, 990]
ad-line: Mr C. Attfield — [1158, 719, 1216, 730]
article-paragraph: Resolved—"That Messrs Leahy, Joss, Dewar, Naylor, Waddell, Macgeorge, R. Stewart, A. S. Dickie, Attfield, Cox, Aris, and Cook, be appointed the Committee of Management of the Club." — [312, 1422, 538, 1471]
ad-line: ANNUAL SHIPMENT FOR 1879. — [1635, 240, 1779, 252]
article-paragraph: The railway officials at Lyttelton have been examined in order to ascertain whether any were afflicted with color-blindness. — [59, 1381, 284, 1418]
letter-dateline: Blacks, August 27th, 1879. — [1074, 459, 1185, 471]
article-paragraph: The sentence on death passed on five Nihilists at Odessa has been commuted to penal servitude in the Siberian mines. — [59, 121, 284, 157]
ad-paragraph: No entry shall be received for any of the above races except upon the following conditions:—That all disputes, claims and objections arising out of the running shall be decided by the stewards or those whom they may appoint. The decisions upon all points connected with the carrying out of this programme shall be final. — [1074, 1198, 1300, 1285]
article-paragraph: Only three hands were held up against the motion. — [326, 963, 532, 974]
advert-paragraph: to his trade, and the general public would do well to hear his prices before purchasing their winter goods. — [1582, 1034, 1832, 1058]
section-heading: MR PYKE AT OPHIR. — [102, 1556, 240, 1570]
article-paragraph: Cr Colclough said he thought the shareholders should not be discouraged, and did not see why the County should not take over the race, on the understanding, however, that they did not incur any liability, and further, that they did not interfere with vested rights in fixing the price of water. He would propose—"That the Vincent County Council accept a transfer of the Government mortgage over the Carrick Range Water Race, and will withhold any power thereunder so long as the shareholders prosecute the work of water supply to the satisfaction of this Council, and this Council will in two years from this time release the Company from the said mortgage if the work be so prosecuted, failing which at any time the Council will foreclose and sell the property." — [566, 1262, 792, 1449]
divider — [74, 1547, 268, 1548]
advert-paragraph: These goods, I am quite convinced nobody can touch me in them. Special make in White Blankets from 12s 9d to 50s; Blue from 18s to 20s. — [1582, 842, 1832, 878]
